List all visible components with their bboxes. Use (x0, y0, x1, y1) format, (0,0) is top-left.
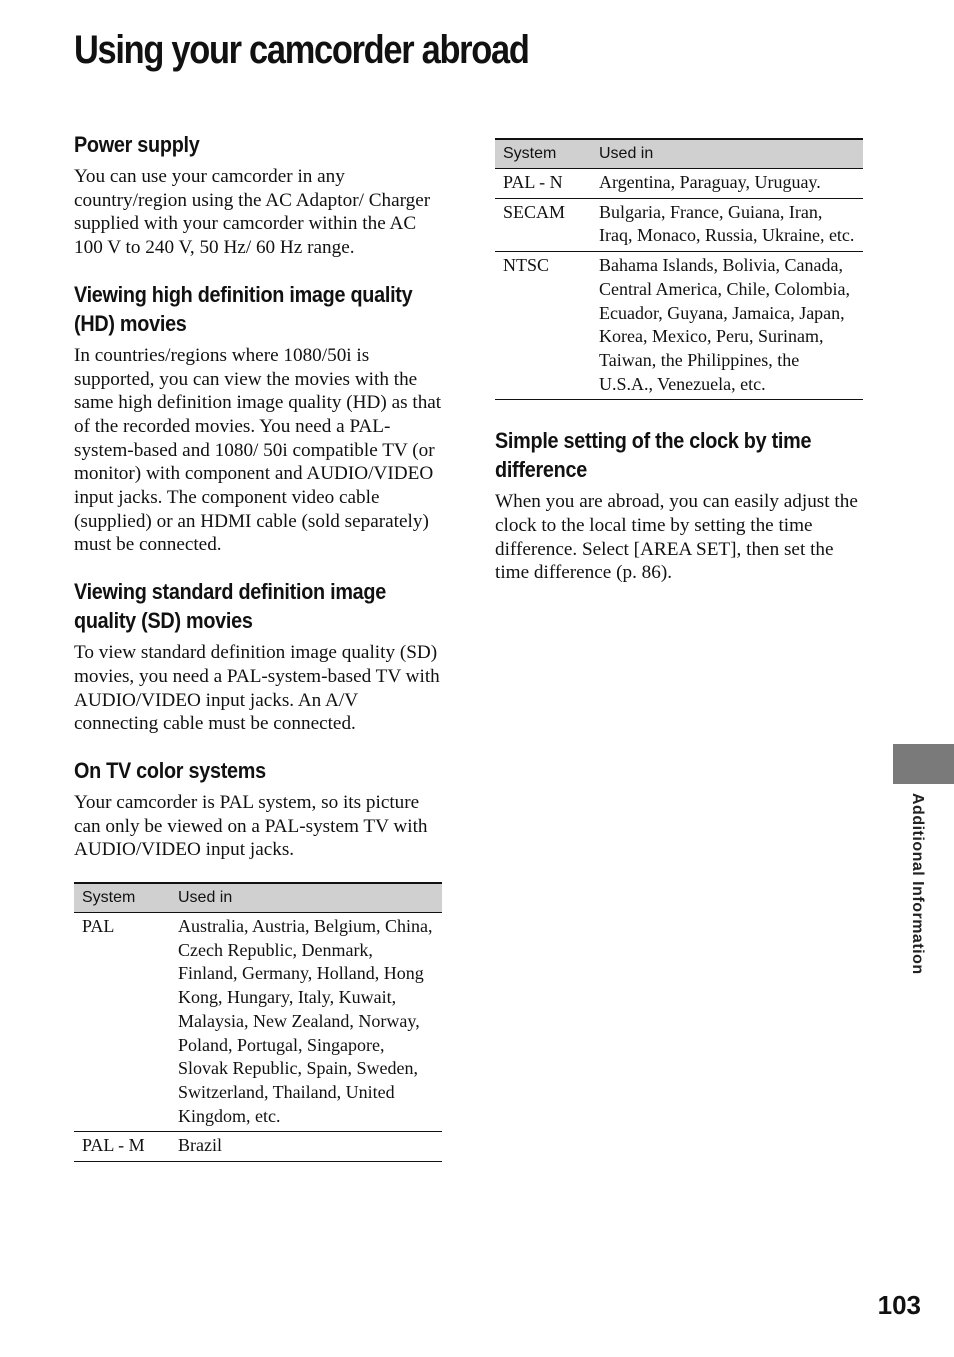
used-in-cell: Brazil (170, 1132, 442, 1162)
used-in-cell: Bahama Islands, Bolivia, Canada, Central America, Chile, Colombia, Ecuador, Guyana, Jamaica, Japan, Korea, Mexico, Peru, Surinam, Taiwan, the Philippines, the U.S.A., Venezuela, etc. (591, 252, 863, 400)
used-in-cell: Argentina, Paraguay, Uruguay. (591, 169, 863, 199)
table-row (74, 1132, 442, 1162)
sd-movies-body: To view standard definition image quality (SD) movies, you need a PAL-system-based TV with AUDIO/VIDEO input jacks. An A/V connecting cable must be connected. (74, 642, 440, 735)
clock-setting-heading: Simple setting of the clock by time difference (495, 428, 812, 483)
clock-setting-body: When you are abroad, you can easily adjust the clock to the local time by setting the time difference. Select [AREA SET], then set the time difference (p. 86). (495, 491, 858, 584)
left-column (74, 130, 442, 1188)
header-used-in: Used in (591, 139, 863, 169)
page-title: Using your camcorder abroad (74, 28, 529, 72)
system-cell: PAL (74, 913, 170, 1132)
table-header-row (74, 883, 442, 913)
tv-color-systems-section (74, 756, 442, 862)
used-in-cell: Bulgaria, France, Guiana, Iran, Iraq, Monaco, Russia, Ukraine, etc. (591, 198, 863, 251)
power-supply-section (74, 130, 442, 260)
header-used-in: Used in (170, 883, 442, 913)
hd-movies-body: In countries/regions where 1080/50i is supported, you can view the movies with the same high definition image quality (HD) as that of the recorded movies. You need a PAL-system-based and 1080/ 50i compatible TV (or monitor) with component and AUDIO/VIDEO input jacks. The component video cable (supplied) or an HDMI cable (sold separately) must be connected. (74, 344, 442, 556)
clock-setting-section (495, 426, 863, 585)
sd-movies-heading: Viewing standard definition image quality (SD) movies (74, 579, 386, 634)
table-row (74, 913, 442, 1132)
power-supply-body: You can use your camcorder in any country/region using the AC Adaptor/ Charger supplied with your camcorder within the AC 100 V to 240 V, 50 Hz/ 60 Hz range. (74, 166, 431, 259)
system-cell: PAL - N (495, 169, 591, 199)
system-cell: NTSC (495, 252, 591, 400)
tv-color-systems-body: Your camcorder is PAL system, so its picture can only be viewed on a PAL-system TV with AUDIO/VIDEO input jacks. (74, 791, 428, 861)
table-row (495, 252, 863, 400)
side-section-label: Additional Information (909, 793, 926, 975)
header-system: System (495, 139, 591, 169)
table-row (495, 198, 863, 251)
color-system-table-2 (495, 138, 863, 400)
system-cell: PAL - M (74, 1132, 170, 1162)
system-cell: SECAM (495, 198, 591, 251)
header-system: System (74, 883, 170, 913)
tv-color-systems-heading: On TV color systems (74, 757, 266, 783)
color-system-table-1 (74, 882, 442, 1162)
right-column (495, 138, 863, 605)
used-in-cell: Australia, Austria, Belgium, China, Czech Republic, Denmark, Finland, Germany, Holland, Hong Kong, Hungary, Italy, Kuwait, Malaysia, New Zealand, Norway, Poland, Portugal, Singapore, Slovak Republic, Spain, Sweden, Switzerland, Thailand, United Kingdom, etc. (170, 913, 442, 1132)
table-header-row (495, 139, 863, 169)
hd-movies-section (74, 280, 442, 557)
table-row (495, 169, 863, 199)
hd-movies-heading: Viewing high definition image quality (HD) movies (74, 281, 413, 336)
page-number: 103 (877, 1290, 921, 1320)
power-supply-heading: Power supply (74, 132, 200, 157)
section-tab-marker (893, 744, 954, 784)
sd-movies-section (74, 577, 442, 736)
